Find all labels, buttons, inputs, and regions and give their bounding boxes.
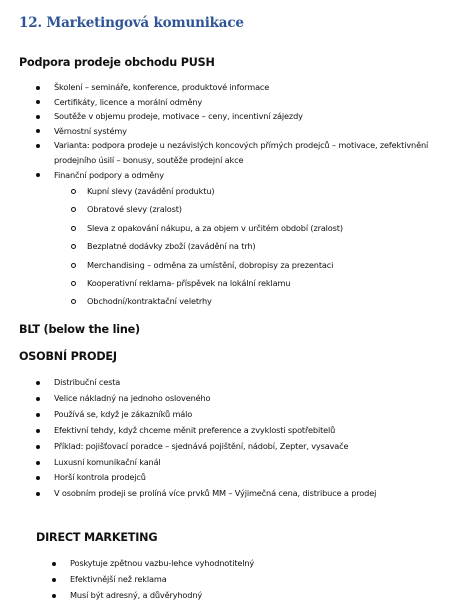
bullet-icon [36, 86, 40, 90]
push-list [54, 80, 454, 182]
list-item: Efektivní tehdy, když chceme měnit preference a zvyklosti spotřebitelů [54, 423, 454, 439]
bullet-icon [36, 173, 40, 177]
list-item: Poskytuje zpětnou vazbu-lehce vyhodnotitelný [70, 556, 450, 572]
list-item: Varianta: podpora prodeje u nezávislých koncových přímých prodejců – motivace, zefektivnění prodejního úsilí – bonusy, soutěže prodejní akce [54, 138, 446, 167]
list-item: Věrnostní systémy [54, 124, 454, 139]
list-item: V osobním prodeji se prolíná více prvků MM – Výjimečná cena, distribuce a prodej [54, 486, 454, 502]
circle-bullet-icon [71, 299, 76, 304]
bullet-icon [36, 492, 40, 496]
list-item: Příklad: pojišťovací poradce – sjednává pojištění, nádobí, Zepter, vysavače [54, 439, 454, 455]
bullet-icon [36, 429, 40, 433]
circle-bullet-icon [71, 263, 76, 268]
circle-bullet-icon [71, 226, 76, 231]
list-item: Používá se, když je zákazníků málo [54, 407, 454, 423]
bullet-icon [36, 413, 40, 417]
heading-push: Podpora prodeje obchodu PUSH [19, 56, 215, 69]
bullet-icon [36, 476, 40, 480]
bullet-icon [36, 445, 40, 449]
list-item: Efektivnější než reklama [70, 572, 450, 588]
heading-osobni-prodej: OSOBNÍ PRODEJ [19, 350, 117, 363]
page-title: 12. Marketingová komunikace [19, 15, 244, 31]
bullet-icon [52, 562, 56, 566]
list-item: Distribuční cesta [54, 375, 454, 391]
list-item: Velice nákladný na jednoho osloveného [54, 391, 454, 407]
osobni-list [54, 375, 454, 502]
list-item: Horší kontrola prodejců [54, 470, 454, 486]
circle-bullet-icon [71, 189, 76, 194]
bullet-icon [36, 100, 40, 104]
bullet-icon [36, 129, 40, 133]
list-item: Luxusní komunikační kanál [54, 455, 454, 471]
bullet-icon [52, 594, 56, 598]
list-item: Obratové slevy (zralost) [87, 200, 447, 218]
heading-blt: BLT (below the line) [19, 323, 140, 336]
list-item: Merchandising – odměna za umístění, dobropisy za prezentaci [87, 256, 447, 274]
heading-direct-marketing: DIRECT MARKETING [36, 531, 158, 544]
bullet-icon [36, 461, 40, 465]
push-sublist [87, 182, 447, 311]
list-item: Soutěže v objemu prodeje, motivace – ceny, incentivní zájezdy [54, 109, 454, 124]
list-item: Kooperativní reklama- příspěvek na lokální reklamu [87, 274, 447, 292]
list-item: Obchodní/kontraktační veletrhy [87, 292, 447, 310]
list-item: Kupní slevy (zavádění produktu) [87, 182, 447, 200]
list-item: Finanční podpory a odměny [54, 168, 454, 183]
bullet-icon [36, 381, 40, 385]
bullet-icon [52, 578, 56, 582]
list-item: Musí být adresný, a důvěryhodný [70, 588, 450, 604]
bullet-icon [36, 397, 40, 401]
bullet-icon [36, 115, 40, 119]
list-item: Sleva z opakování nákupu, a za objem v určitém období (zralost) [87, 219, 447, 237]
list-item: Školení – semináře, konference, produktové informace [54, 80, 454, 95]
circle-bullet-icon [71, 244, 76, 249]
circle-bullet-icon [71, 207, 76, 212]
direct-list [70, 556, 450, 604]
list-item: Certifikáty, licence a morální odměny [54, 95, 454, 110]
bullet-icon [36, 144, 40, 148]
circle-bullet-icon [71, 281, 76, 286]
list-item: Bezplatné dodávky zboží (zavádění na trh) [87, 237, 447, 255]
